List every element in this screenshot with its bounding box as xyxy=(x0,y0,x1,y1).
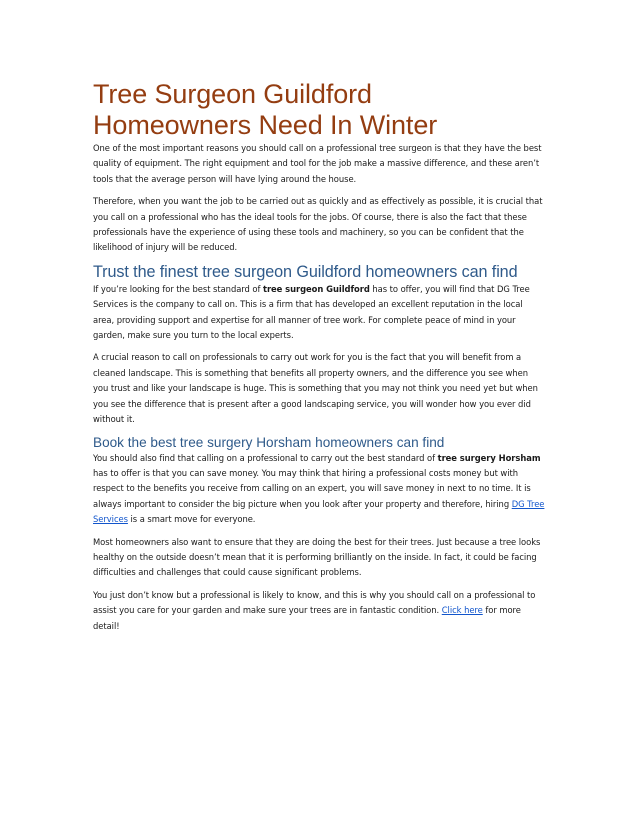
section2-p3-text-a: You just don’t know but a professional is likely to know, and this is why you should call on a professional to assist you care for your garden and make sure your trees are in fantastic condition. xyxy=(93,589,536,616)
section2-p1-text-b: has to offer is that you can save money. You may think that hiring a professional costs money but with respect to the benefits you receive from calling on an expert, you will save money in next to no time. It is always important to consider the big picture when you look after your property and therefore, hiring xyxy=(93,467,531,509)
section2-p1-text-a: You should also find that calling on a professional to carry out the best standard of xyxy=(93,452,438,463)
section1-paragraph-1 xyxy=(93,282,545,344)
section2-p1-text-c: is a smart move for everyone. xyxy=(127,514,256,525)
section-heading-guildford: Trust the finest tree surgeon Guildford homeowners can find xyxy=(93,262,518,281)
intro-paragraph-2: Therefore, when you want the job to be carried out as quickly and as effectively as possible, it is crucial that you call on a professional who has the ideal tools for the jobs. Of course, there is also the fact that these professionals have the experience of using these tools and machinery, so you can be confident that the likelihood of injury will be reduced. xyxy=(93,196,543,253)
section1-p1-text-a: If you’re looking for the best standard of xyxy=(93,283,263,294)
section2-paragraph-3 xyxy=(93,588,545,634)
title-line-2: Homeowners Need In Winter xyxy=(93,110,438,140)
click-here-link[interactable]: Click here xyxy=(441,605,483,616)
intro-paragraph-1: One of the most important reasons you should call on a professional tree surgeon is that they have the best quality of equipment. The right equipment and tool for the job make a massive difference, and these aren’t tools that the average person will have lying around the house. xyxy=(93,143,542,184)
section2-paragraph-2: Most homeowners also want to ensure that they are doing the best for their trees. Just because a tree looks healthy on the outside doesn’t mean that it is performing brilliantly on the inside. In fact, it could be facing difficulties and challenges that could cause significant problems. xyxy=(93,536,541,578)
dg-tree-services-link[interactable]: DG Tree Services xyxy=(93,498,545,525)
page-title xyxy=(93,79,545,141)
keyword-tree-surgeon-guildford: tree surgeon Guildford xyxy=(263,283,370,294)
title-line-1: Tree Surgeon Guildford xyxy=(93,79,372,109)
section2-paragraph-1 xyxy=(93,451,545,528)
keyword-tree-surgery-horsham: tree surgery Horsham xyxy=(437,452,541,463)
section1-p1-text-b: has to offer, you will find that DG Tree Services is the company to call on. This is a firm that has developed an excellent reputation in the local area, providing support and expertise for all manner of tree work. For complete peace of mind in your garden, make sure you turn to the local experts. xyxy=(93,283,530,341)
document-page xyxy=(93,79,545,641)
section-heading-horsham: Book the best tree surgery Horsham homeowners can find xyxy=(93,434,445,450)
section2-p3-text-b: for more detail! xyxy=(93,605,521,631)
section1-paragraph-2: A crucial reason to call on professionals to carry out work for you is the fact that you will benefit from a cleaned landscape. This is something that benefits all property owners, and the difference you see when you trust and like your landscape is huge. This is something that you may not think you need yet but when you see the difference that is present after a good landscaping service, you will wonder how you ever did without it. xyxy=(93,352,538,425)
